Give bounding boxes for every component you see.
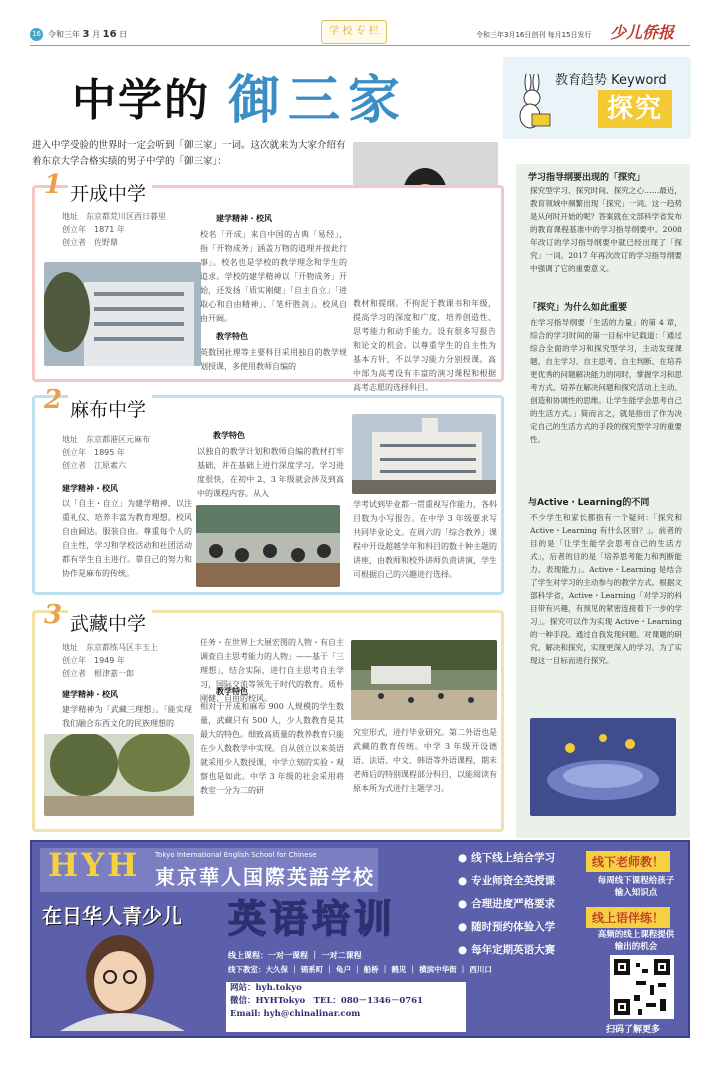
ad-bullet: ● 线下线上结合学习: [458, 850, 555, 865]
intro-text: 进入中学受验的世界时一定会听到「御三家」一词。这次就来为大家介绍有着东京大学合格实绩的男子中学的「御三家」：: [32, 140, 346, 167]
ad-wechat-phone: 微信：HYHTokyo TEL：080－1346－0761: [230, 996, 423, 1006]
sidebar-heading: 与Active・Learning的不同: [528, 498, 650, 508]
keyword-label: 教育趋势 Keyword: [555, 73, 667, 88]
ad-bullet: ● 随时预约体验入学: [458, 919, 555, 934]
sidebar-text: 探究型学习、探究时间、探究之心……最近，教育领域中频繁出现「探究」一词。这一趋势是从何时开始的呢？答案就在文部科学省发布的教育课程基准中的学习指导纲要中。2008年改订的学习指导纲要中就已经出现了「探究」一词。2017 年再次改订的学习指导纲要中强调了它的重要意义。: [530, 186, 682, 273]
ad-bullet: ● 专业师资全英授课: [458, 873, 555, 888]
classroom-photo: [196, 505, 340, 587]
sports-field-photo: [351, 640, 497, 720]
section-heading: 教学特色: [216, 332, 248, 341]
school-feature-text-cont: 教材和提纲。不拘泥于教课书和年级，提高学习的深度和广度，培养创造性、思考能力和动手能力。设有很多写报告和论文的机会。以尊重学生的自主性为基本方针，不以学习能力分别授课。高中部为高考设有丰富的演习课程和根据高考志愿的选择科目。: [353, 299, 496, 392]
ad-callout: 线下老师教！: [586, 851, 670, 872]
school-spirit-text: 以「自主・自立」为建学精神、以注重礼仪、培养丰富为教育理想。校风自由阔达。服装自由。尊重每个人的自主性，学习和学校活动和社团活动都有学生自主进行。靠自己的努力和协作是麻布的传统。: [62, 499, 192, 578]
school-feature-text: 相对于开成和麻布 900 人规模的学生数量，武藏只有 500 人，少人数教育是其最大的特色。细致高质量的教养教育只能在少人数教学中实现。自从创立以来英语就采用少人数授课，中学立刻的实验・观察也是如此。中学 3 年级的社会采用将教室一分为二的研: [200, 702, 344, 795]
campus-trees-photo: [44, 734, 194, 816]
section-heading: 建学精神・校风: [216, 214, 272, 223]
ad-girl-illustration: [40, 925, 205, 1031]
ad-contact-box: [226, 982, 466, 1032]
ad-bullet: ● 每年定期英语大赛: [458, 942, 555, 957]
qr-code[interactable]: [610, 955, 674, 1019]
ad-headline-big: 英语培训: [228, 897, 397, 941]
page-number: 16: [30, 28, 43, 41]
school-info: 地址 东京都练马区丰玉上 创立年 1949 年 创立者 根津嘉一郎: [62, 643, 158, 678]
school-name: 开成中学: [68, 179, 152, 206]
school-building-photo: [352, 414, 496, 494]
school-feature-text-cont: 究室形式，进行毕业研究。第二外语也是武藏的教育传统。中学 3 年级开设德语、法语、中文、韩语等外语课程，期末老师后的特别课程部分科目，以能阅读有原本所为式进行主题学习。: [353, 728, 497, 793]
school-feature-text: 英数国社理等主要科目采用独自的教学规划授课，多使用教师自编的: [200, 348, 347, 371]
learning-illustration: [530, 718, 676, 816]
school-feature-text-cont: 学考试到毕业都一贯重视写作能力，各科目数为小写报告。在中学 3 年级要求写共同毕业论文。在周六的「综合教养」课程中开设超越学年和科目的数十种主题的讲座，由教师和校外讲师负责讲演，学生可根据自己的兴趣进行选择。: [353, 500, 497, 579]
ad-website[interactable]: 网站：hyh.tokyo: [230, 983, 302, 993]
school-spirit-text-cont: 任务・在世界上大展宏图的人物・有自主调查自主思考能力的人物」——基于「三理想」，结合实际，进行自主思考自主学习，国际交流等领先于时代的教育。质朴刚健、自由的校风。: [200, 638, 344, 703]
ad-school-name: 東京華人国際英語学校: [155, 865, 375, 889]
ad-bullet: ● 合理进度严格要求: [458, 896, 555, 911]
sidebar-text: 不少学生和家长都指有一个疑问：「探究和 Active・Learning 有什么区别？」。前者的目的是「让学生能学会思考自己的生活方式」，后者的目的是「培养思考能力和判断能力、表现能力」。Active・Learning 是结合了学生对学习的主动参与的教学方式。根据文部科学省，Active・Learning「对学习的科目带有兴趣，有预见的紧密连接着下一步的学习」。探究可以作为实现 Active・Learning 的一种手段。通过自我发现问题、对课题的研究、解决和探究，实现更深入的学习。为了实现这一目标而进行探究。: [530, 513, 682, 665]
header-date: 令和三年 3 月 16 日: [48, 29, 128, 40]
ad-email[interactable]: Email: hyh@chinalinar.com: [230, 1009, 361, 1019]
page-title: 中学的: [72, 75, 210, 126]
school-feature-text: 以独自的教学计划和教师自编的教材打牢基础，并在基础上进行深度学习。学习进度很快，在初中 2、3 年级就会涉及到高中的课程内容。从入: [197, 447, 344, 498]
section-heading: 教学特色: [216, 687, 248, 696]
ad-offline-classrooms: 线下教室：大久保 ｜ 锦系町 ｜ 龟户 ｜ 船桥 ｜ 鹤见 ｜ 横滨中华街 ｜ 西川口: [228, 965, 492, 974]
qr-caption: 扫码了解更多: [606, 1025, 661, 1035]
school-name: 麻布中学: [68, 395, 152, 422]
school-number: 2: [44, 385, 63, 415]
section-heading: 教学特色: [213, 431, 245, 440]
sidebar-heading: 「探究」为什么如此重要: [528, 303, 628, 313]
ad-logo: HYH: [48, 846, 141, 884]
page-title-accent: 御三家: [228, 71, 409, 131]
school-building-photo: [44, 262, 201, 366]
newspaper-logo: 少儿侨报: [610, 23, 675, 42]
ad-online-courses: 线上课程：一对一课程 ｜ 一对二课程: [228, 951, 362, 960]
school-number: 3: [44, 600, 63, 630]
rabbit-reading-icon: [508, 74, 556, 134]
ad-headline: 在日华人青少儿: [42, 904, 182, 928]
sidebar-heading: 学习指导纲要出现的「探究」: [528, 173, 646, 183]
ad-callout-text: 每周线下课程给孩子输入知识点: [597, 876, 675, 898]
section-heading: 建学精神・校风: [62, 484, 118, 493]
header-issue-info: 令和三年3月16日创刊 每月15日发行: [476, 31, 592, 39]
school-spirit-text: 校名「开成」来自中国的古典「易经」，指「开物成务」涵盖万物的道理并按此行事」。校名也是学校的教学理念和学生的追求。学校的建学精神以「开物成务」开始，还发扬「质实刚健」「自主自立」「进取心和自由精神」、「笔杆胜剑」。校风自由开阔。: [200, 230, 347, 323]
school-info: 地址 东京都荒川区西日暮里 创立年 1871 年 创立者 佐野鼎: [62, 212, 166, 247]
school-spirit-text: 建学精神为「武藏三理想」。「能实现我们融合东西文化的民族理想的: [62, 705, 192, 728]
ad-english-name: Tokyo International English School for Chinese: [155, 851, 317, 859]
ad-callout-text: 高频的线上课程提供输出的机会: [597, 930, 675, 952]
keyword-word: 探究: [598, 90, 672, 128]
section-heading: 建学精神・校风: [62, 690, 118, 699]
school-info: 地址 东京都港区元麻布 创立年 1895 年 创立者 江原素六: [62, 435, 150, 470]
ad-callout: 线上语伴练！: [586, 907, 670, 928]
column-badge: 学 校 专 栏: [321, 20, 387, 44]
school-number: 1: [44, 170, 63, 200]
sidebar-text: 在学习指导纲要「生活的力量」的第 4 章，综合的学习时间的第一目标中记载道：「通过综合全面的学习和探究型学习，主动发现课题、自主学习、自主思考、自主判断、在培养更优秀的问题解决能力的同时，掌握学习和思考方式。培养在解决问题和探究活动上主动、创造和协调性的思维。让学生能学会思考自己的生活方式。」简而言之，就是指出了作为决定自己的生活方式的手段的探究型学习的重要性。: [530, 318, 682, 444]
header-divider: [30, 45, 690, 46]
school-name: 武藏中学: [68, 609, 152, 636]
